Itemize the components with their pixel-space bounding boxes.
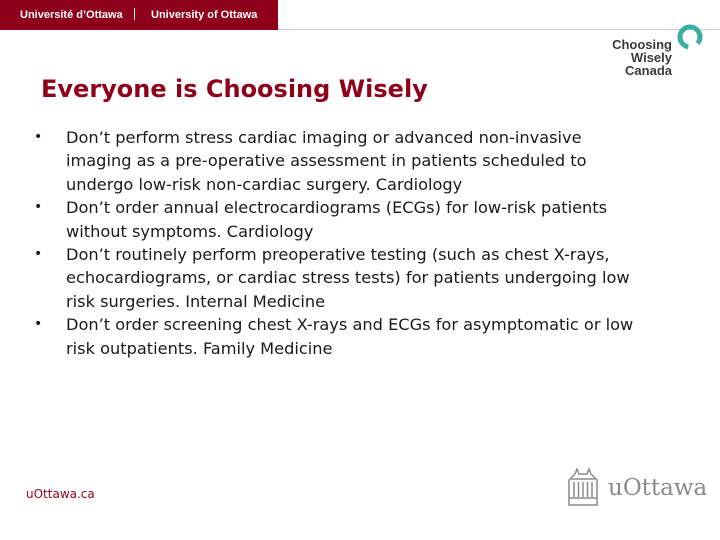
- list-item: [34, 243, 644, 313]
- recommendation-list: [34, 126, 644, 360]
- university-header-bar: [0, 0, 278, 30]
- bullet-icon: •: [34, 316, 43, 333]
- choosing-wisely-canada-logo: [604, 20, 708, 80]
- footer-url: uOttawa.ca: [26, 487, 95, 501]
- bullet-icon: •: [34, 129, 43, 145]
- bullet-icon: •: [34, 199, 43, 216]
- building-icon: [566, 468, 600, 506]
- uottawa-logo: [566, 468, 706, 508]
- logo-line-1: Choosing: [612, 37, 672, 52]
- list-item-text: Don’t routinely perform preoperative testing (such as chest X-rays, echocardiograms, or cardiac stress tests) for patients undergoing low risk surgeries. Internal Medicine: [66, 245, 630, 311]
- uottawa-wordmark: uOttawa: [608, 475, 708, 501]
- header-separator: [134, 8, 135, 20]
- logo-line-3: Canada: [625, 63, 672, 78]
- list-item: [34, 126, 644, 196]
- list-item-text: Don’t perform stress cardiac imaging or advanced non-invasive imaging as a pre-operative assessment in patients scheduled to undergo low-risk non-cardiac surgery. Cardiology: [66, 128, 587, 194]
- list-item-text: Don’t order screening chest X-rays and ECGs for asymptomatic or low risk outpatients. Family Medicine: [66, 315, 634, 358]
- list-item: [34, 313, 644, 360]
- list-item: [34, 196, 644, 243]
- slide-title: Everyone is Choosing Wisely: [41, 75, 428, 103]
- university-name-french: Université d’Ottawa: [20, 9, 123, 21]
- bullet-icon: •: [34, 246, 43, 263]
- logo-ring-icon: [676, 23, 704, 51]
- list-item-text: Don’t order annual electrocardiograms (ECGs) for low-risk patients without symptoms. Cardiology: [66, 198, 608, 241]
- logo-line-2: Wisely: [630, 50, 672, 65]
- logo-wordmark: [612, 38, 672, 77]
- university-name-english: University of Ottawa: [151, 9, 258, 21]
